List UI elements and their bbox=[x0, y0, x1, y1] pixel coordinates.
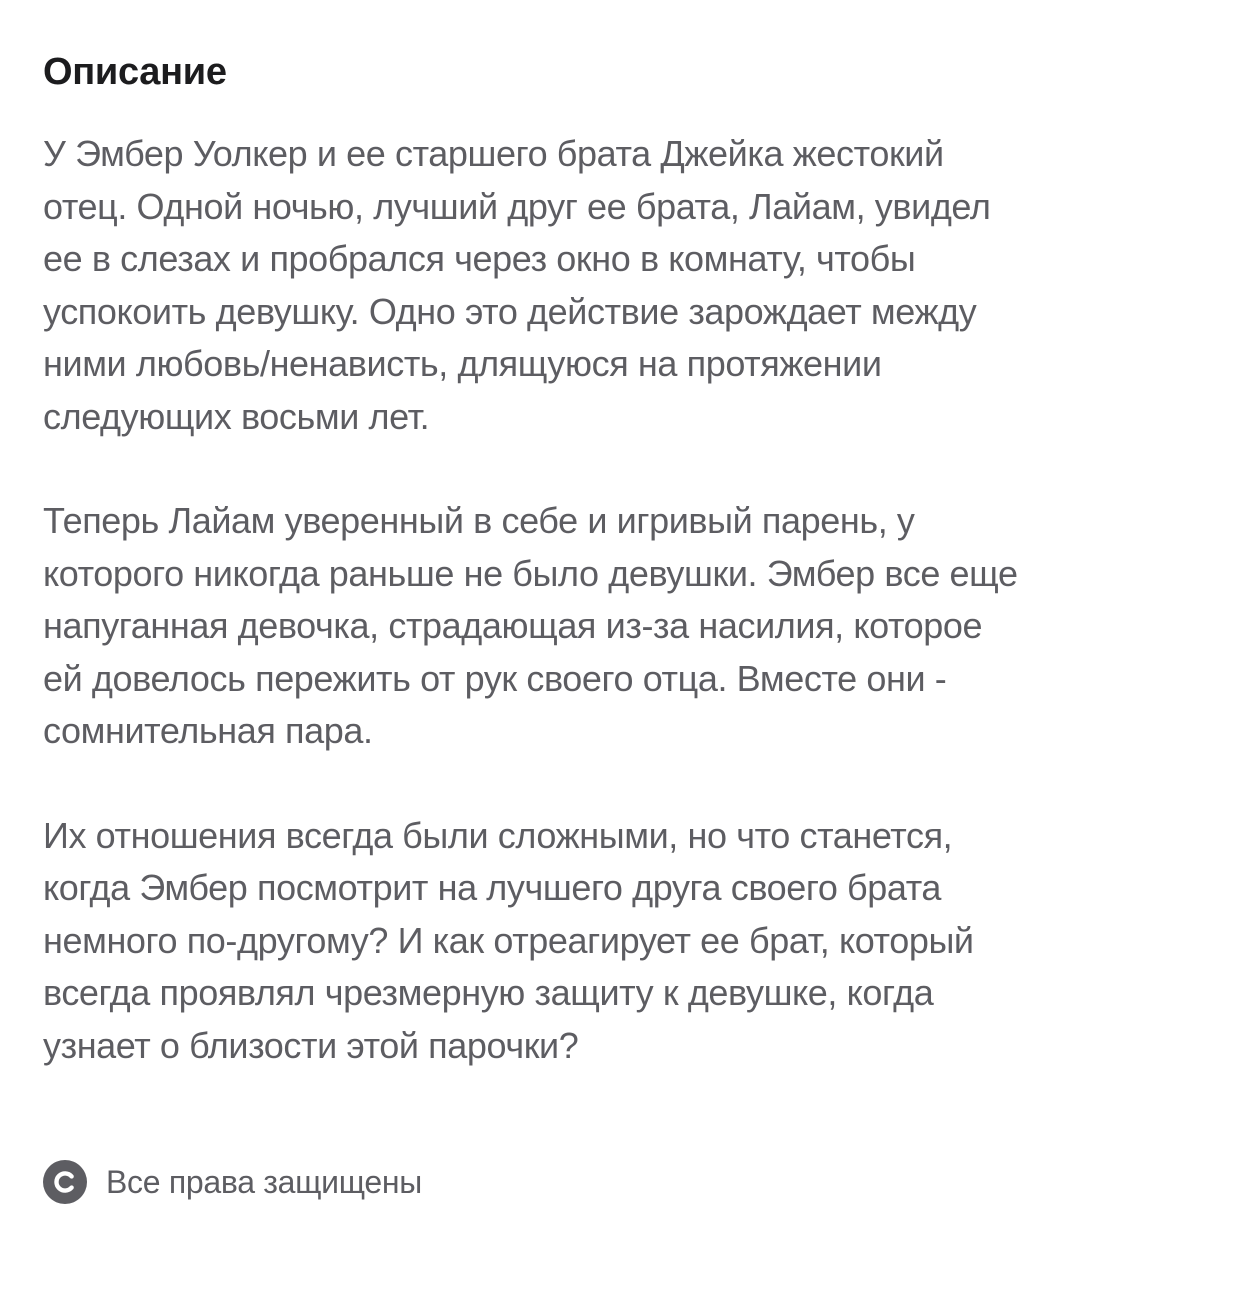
section-title: Описание bbox=[43, 51, 227, 93]
text-line: Теперь Лайам уверенный в себе и игривый парень, у bbox=[43, 500, 915, 541]
rights-notice bbox=[43, 1160, 422, 1204]
text-line: Их отношения всегда были сложными, но что станется, bbox=[43, 814, 953, 856]
text-line: узнает о близости этой парочки? bbox=[43, 1024, 579, 1066]
text-line: сомнительная пара. bbox=[43, 710, 373, 751]
text-line: напуганная девочка, страдающая из-за насилия, которое bbox=[43, 605, 983, 646]
description-text bbox=[43, 128, 1218, 1072]
description-paragraph bbox=[43, 810, 1218, 1073]
copyright-icon bbox=[43, 1160, 87, 1204]
rights-label: Все права защищены bbox=[106, 1164, 422, 1200]
text-line: всегда проявлял чрезмерную защиту к девушке, когда bbox=[43, 972, 934, 1013]
text-line: ее в слезах и пробрался через окно в комнату, чтобы bbox=[43, 238, 916, 279]
text-line: ей довелось пережить от рук своего отца. Вместе они - bbox=[43, 657, 947, 699]
text-line: У Эмбер Уолкер и ее старшего брата Джейка жестокий bbox=[43, 133, 944, 174]
text-line: отец. Одной ночью, лучший друг ее брата, Лайам, увидел bbox=[43, 185, 991, 227]
text-line: успокоить девушку. Одно это действие зарождает между bbox=[43, 290, 977, 332]
text-line: следующих восьми лет. bbox=[43, 395, 430, 437]
text-line: ними любовь/ненависть, длящуюся на протяжении bbox=[43, 343, 882, 384]
text-line: когда Эмбер посмотрит на лучшего друга своего брата bbox=[43, 867, 942, 908]
description-paragraph bbox=[43, 128, 1218, 443]
text-line: немного по-другому? И как отреагирует ее брат, который bbox=[43, 919, 974, 961]
text-line: которого никогда раньше не было девушки. Эмбер все еще bbox=[43, 552, 1018, 594]
description-paragraph bbox=[43, 495, 1218, 758]
